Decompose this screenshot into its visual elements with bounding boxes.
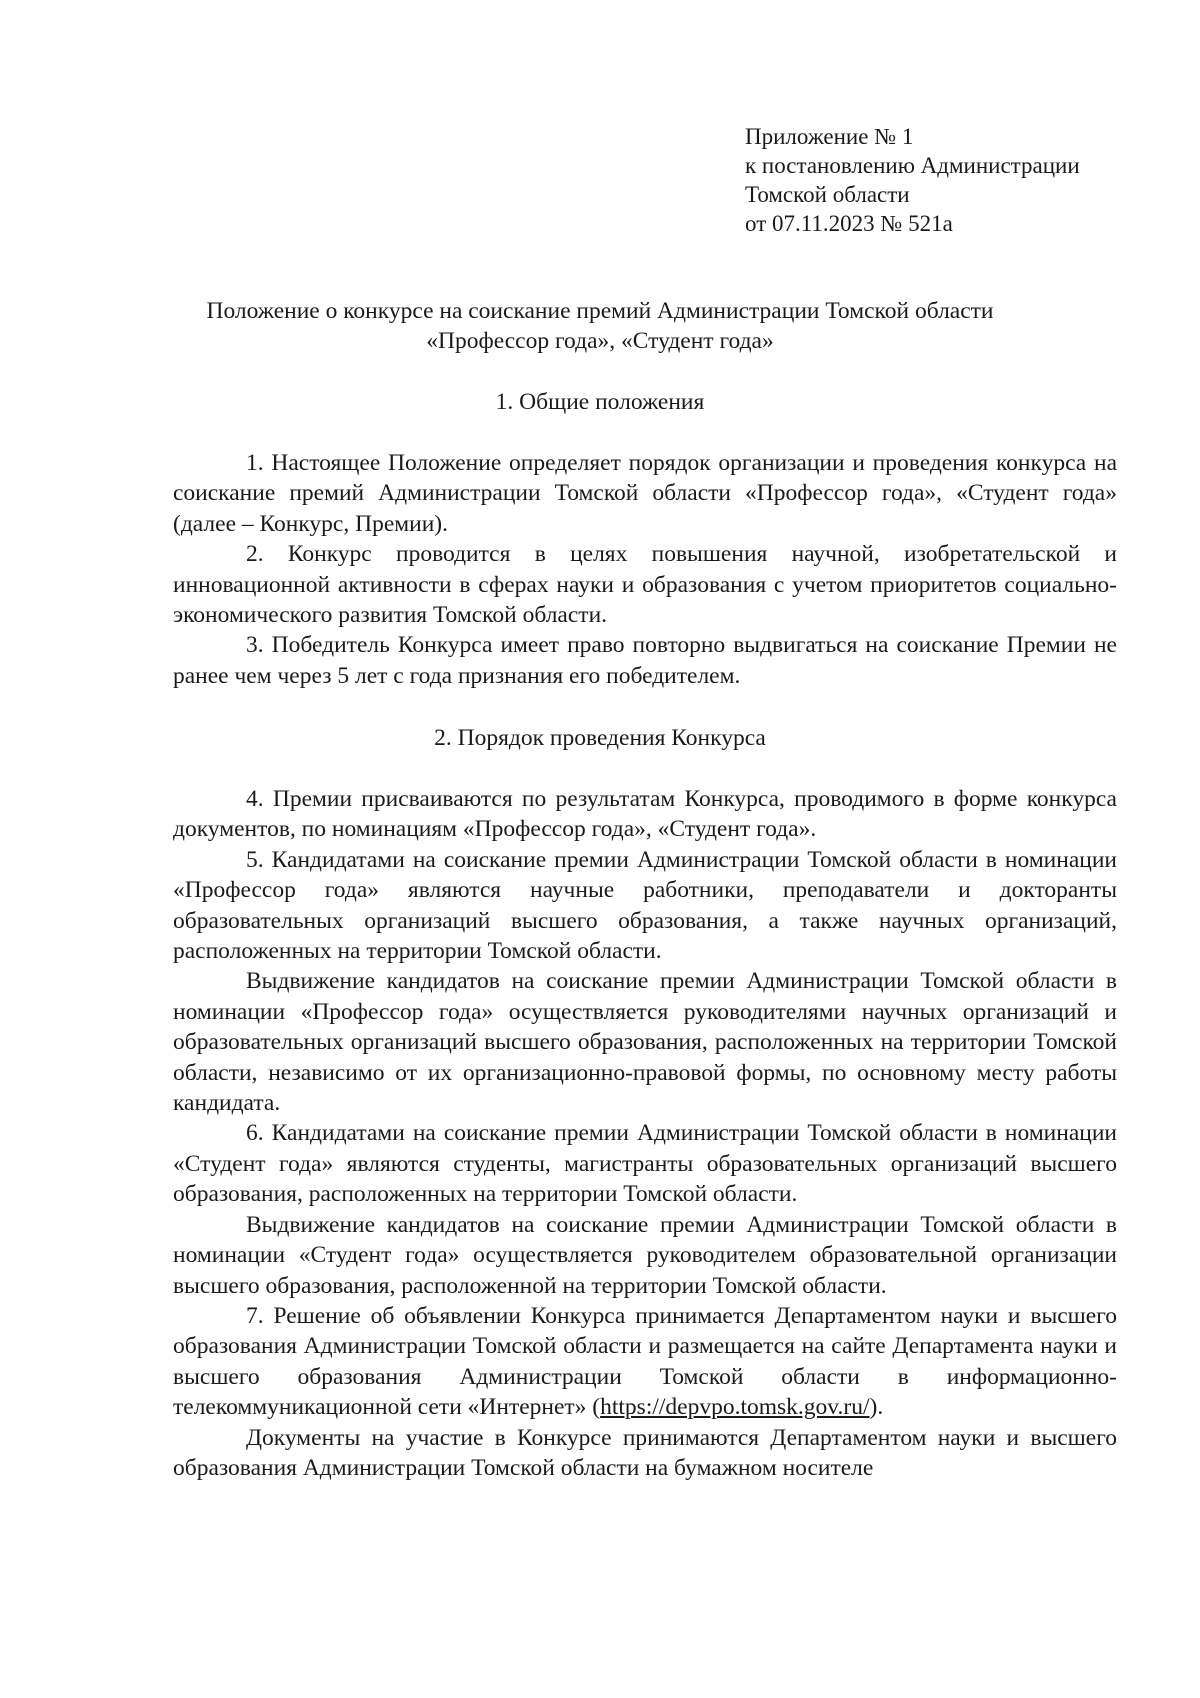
section-2-heading: 2. Порядок проведения Конкурса bbox=[434, 725, 766, 751]
paragraph-4: 4. Премии присваиваются по результатам Конкурса, проводимого в форме конкурса документов, по номинациям «Профессор года», «Студент года». bbox=[173, 786, 1117, 843]
department-website-link[interactable]: https://depvpo.tomsk.gov.ru/ bbox=[600, 1394, 870, 1421]
paragraph-7-text: 7. Решение об объявлении Конкурса принимается Департаментом науки и высшего образования Администрации Томской области и размещается на сайте Департамента науки и высшего образования Администрации Томской области в информационно-телекоммуникационной сети «Интернет» bbox=[173, 1302, 1117, 1421]
document-title bbox=[150, 296, 1050, 356]
document-title-line-2: «Профессор года», «Студент года» bbox=[426, 328, 774, 354]
section-2-body bbox=[173, 784, 1117, 1483]
document-title-line-1: Положение о конкурсе на соискание премий Администрации Томской области bbox=[206, 298, 994, 324]
appendix-block bbox=[745, 122, 1080, 238]
section-1-heading: 1. Общие положения bbox=[495, 389, 705, 415]
paragraph-7 bbox=[173, 1301, 1117, 1423]
paragraph-6-continued: Выдвижение кандидатов на соискание премии Администрации Томской области в номинации «Студент года» осуществляется руководителем образовательной организации высшего образования, расположенной на территории Томской области. bbox=[173, 1211, 1117, 1299]
paragraph-7-open-paren: ( bbox=[586, 1394, 601, 1421]
paragraph-8: Документы на участие в Конкурсе принимаются Департаментом науки и высшего образования Администрации Томской области на бумажном носителе bbox=[173, 1424, 1117, 1481]
appendix-line-1: Приложение № 1 bbox=[745, 124, 914, 149]
paragraph-1: 1. Настоящее Положение определяет порядок организации и проведения конкурса на соискание премий Администрации Томской области «Профессор года», «Студент года» (далее – Конкурс, Премии). bbox=[173, 450, 1117, 537]
paragraph-3: 3. Победитель Конкурса имеет право повторно выдвигаться на соискание Премии не ранее чем через 5 лет с года признания его победителем. bbox=[173, 632, 1117, 689]
appendix-line-2: к постановлению Администрации bbox=[745, 153, 1080, 178]
appendix-line-3: Томской области bbox=[745, 182, 910, 207]
paragraph-6: 6. Кандидатами на соискание премии Администрации Томской области в номинации «Студент года» являются студенты, магистранты образовательных организаций высшего образования, расположенных на территории Томской области. bbox=[173, 1120, 1117, 1208]
paragraph-2: 2. Конкурс проводится в целях повышения научной, изобретательской и инновационной активности в сферах науки и образования с учетом приоритетов социально-экономического развития Томской области. bbox=[173, 541, 1117, 629]
appendix-line-4: от 07.11.2023 № 521а bbox=[745, 211, 953, 236]
paragraph-5-continued: Выдвижение кандидатов на соискание премии Администрации Томской области в номинации «Профессор года» осуществляется руководителями научных организаций и образовательных организаций высшего образования, расположенных на территории Томской области, независимо от их организационно-правовой формы, по основному месту работы кандидата. bbox=[173, 968, 1117, 1117]
paragraph-7-close-paren: ). bbox=[869, 1394, 884, 1421]
paragraph-5: 5. Кандидатами на соискание премии Администрации Томской области в номинации «Профессор года» являются научные работники, преподаватели и докторанты образовательных организаций высшего образования, а также научных организаций, расположенных на территории Томской области. bbox=[173, 846, 1117, 965]
section-1-body bbox=[173, 448, 1117, 691]
